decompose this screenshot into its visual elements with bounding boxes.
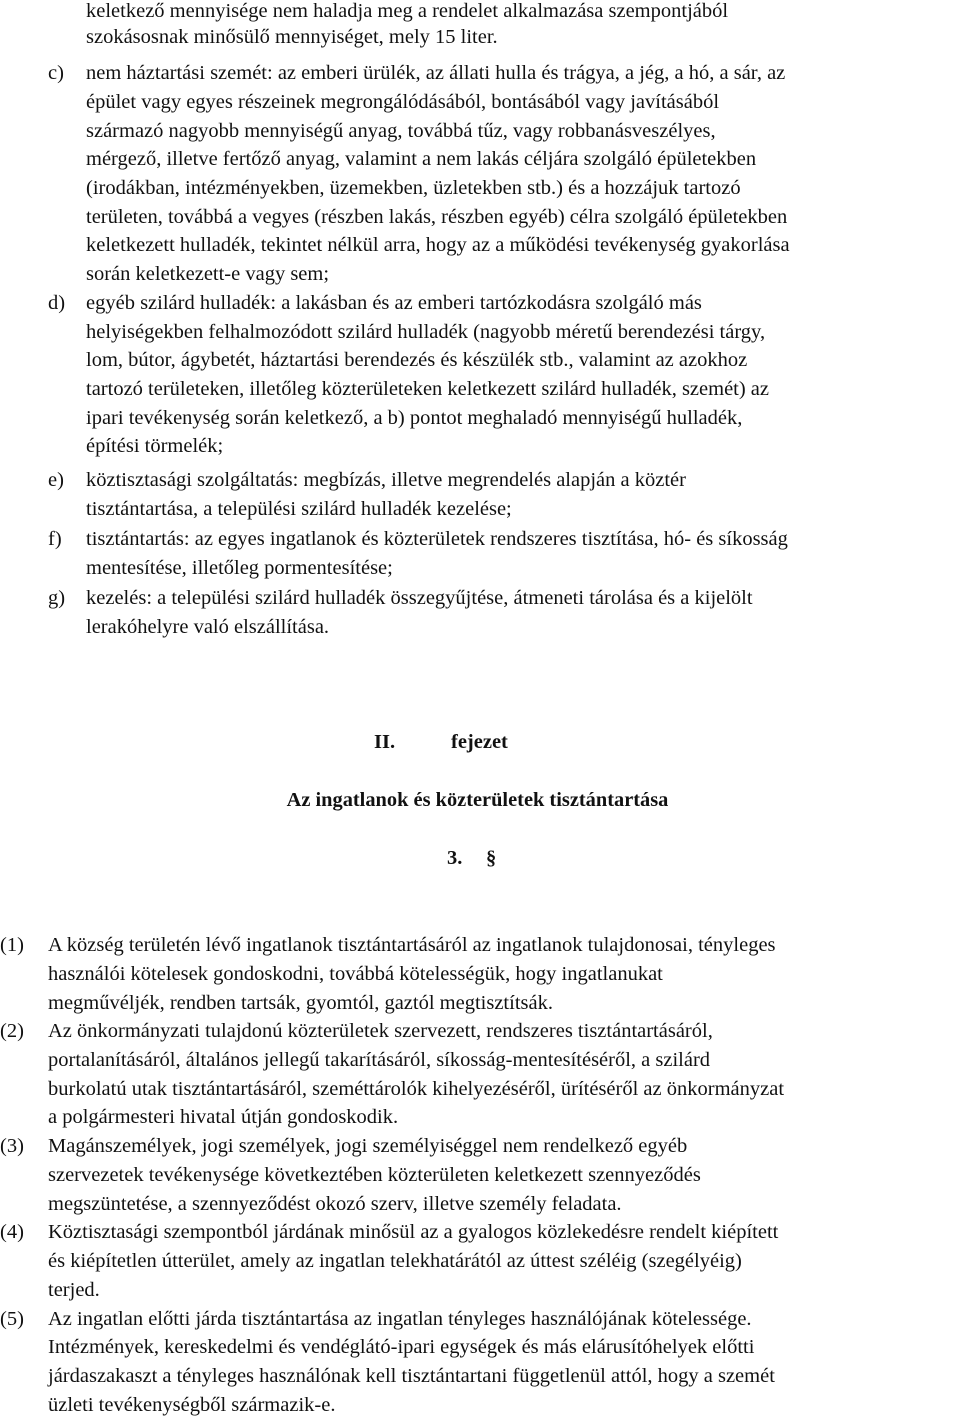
paragraph-line: és kiépítetlen útterület, amely az ingatlan telekhatárától az úttest széléig (szegélyéig) [48,1250,742,1272]
paragraph-marker: (2) [0,1020,24,1042]
paragraph-line: járdaszakaszt a tényleges használónak kell tisztántartani függetlenül attól, hogy a szemét [48,1365,775,1387]
definition-line: épület vagy egyes részeinek megrongálódásából, bontásából vagy javításából [86,91,720,113]
paragraph-line: Intézmények, kereskedelmi és vendéglátó-ipari egységek és más elárusítóhelyek előtti [48,1336,755,1358]
intro-line: szokásosnak minősülő mennyiséget, mely 15 liter. [86,26,498,48]
chapter-number: II. [374,731,396,753]
definition-line: lom, bútor, ágybetét, háztartási berendezés és készülék stb., valamint az azokhoz [86,349,748,371]
list-marker: c) [48,62,64,84]
definition-line: kezelés: a települési szilárd hulladék összegyűjtése, átmeneti tárolása és a kijelölt [86,587,753,609]
paragraph-line: megművéljék, rendben tartsák, gyomtól, gaztól megtisztítsák. [48,992,553,1014]
definition-line: területen, továbbá a vegyes (részben lakás, részben egyéb) célra szolgáló épületekben [86,206,788,228]
paragraph-line: szervezetek tevékenysége következtében közterületen keletkezett szennyeződés [48,1164,701,1186]
definition-line: építési törmelék; [86,435,224,457]
paragraph-line: Az önkormányzati tulajdonú közterületek szervezett, rendszeres tisztántartásáról, [48,1020,713,1042]
chapter-title: Az ingatlanok és közterületek tisztántartása [286,789,669,811]
definition-line: nem háztartási szemét: az emberi ürülék, az állati hulla és trágya, a jég, a hó, a sár, az [86,62,786,84]
definition-line: során keletkezett-e vagy sem; [86,263,330,285]
definition-line: egyéb szilárd hulladék: a lakásban és az emberi tartózkodásra szolgáló más [86,292,702,314]
paragraph-line: használói kötelesek gondoskodni, továbbá kötelességük, hogy ingatlanukat [48,963,663,985]
paragraph-marker: (1) [0,934,24,956]
definition-line: tisztántartás: az egyes ingatlanok és közterületek rendszeres tisztítása, hó- és síkosság [86,528,788,550]
paragraph-line: burkolatú utak tisztántartásáról, szeméttárolók kihelyezéséről, ürítéséről az önkormányzat [48,1078,785,1100]
definition-line: tartozó területeken, illetőleg közterületeken keletkezett szilárd hulladék, szemét) az [86,378,770,400]
definition-line: mentesítése, illetőleg pormentesítése; [86,557,393,579]
list-marker: f) [48,528,62,550]
list-marker: e) [48,469,64,491]
paragraph-line: üzleti tevékenységből származik-e. [48,1394,336,1416]
paragraph-marker: (5) [0,1308,24,1330]
paragraph-line: Az ingatlan előtti járda tisztántartása az ingatlan tényleges használójának kötelessége. [48,1308,752,1330]
definition-line: keletkezett hulladék, tekintet nélkül arra, hogy az a működési tevékenység gyakorlása [86,234,790,256]
definition-line: (irodákban, intézményekben, üzemekben, üzletekben stb.) és a hozzájuk tartozó [86,177,741,199]
list-marker: d) [48,292,66,314]
paragraph-marker: (3) [0,1135,24,1157]
intro-line: keletkező mennyisége nem haladja meg a rendelet alkalmazása szempontjából [86,0,729,22]
definition-line: származó nagyobb mennyiségű anyag, továbbá tűz, vagy robbanásveszélyes, [86,120,716,142]
paragraph-line: a polgármesteri hivatal útján gondoskodik. [48,1106,399,1128]
paragraph-line: terjed. [48,1279,100,1301]
section-number: 3. [447,847,463,869]
definition-line: ipari tevékenység során keletkező, a b) pontot meghaladó mennyiségű hulladék, [86,407,743,429]
chapter-label: fejezet [451,731,508,753]
paragraph-line: portalanításáról, általános jellegű takarításáról, síkosság-mentesítéséről, a szilárd [48,1049,711,1071]
paragraph-line: Magánszemélyek, jogi személyek, jogi személyiséggel nem rendelkező egyéb [48,1135,688,1157]
paragraph-marker: (4) [0,1221,24,1243]
list-marker: g) [48,587,66,609]
definition-line: köztisztasági szolgáltatás: megbízás, illetve megrendelés alapján a köztér [86,469,686,491]
paragraph-line: megszüntetése, a szennyeződést okozó szerv, illetve személy feladata. [48,1193,622,1215]
definition-line: tisztántartása, a települési szilárd hulladék kezelése; [86,498,512,520]
definition-line: mérgező, illetve fertőző anyag, valamint a nem lakás céljára szolgáló épületekben [86,148,757,170]
definition-line: helyiségekben felhalmozódott szilárd hulladék (nagyobb méretű berendezési tárgy, [86,321,766,343]
definition-line: lerakóhelyre való elszállítása. [86,616,330,638]
paragraph-line: Köztisztasági szempontból járdának minősül az a gyalogos közlekedésre rendelt kiépített [48,1221,779,1243]
section-sign: § [486,847,497,869]
paragraph-line: A község területén lévő ingatlanok tisztántartásáról az ingatlanok tulajdonosai, tényleges [48,934,776,956]
